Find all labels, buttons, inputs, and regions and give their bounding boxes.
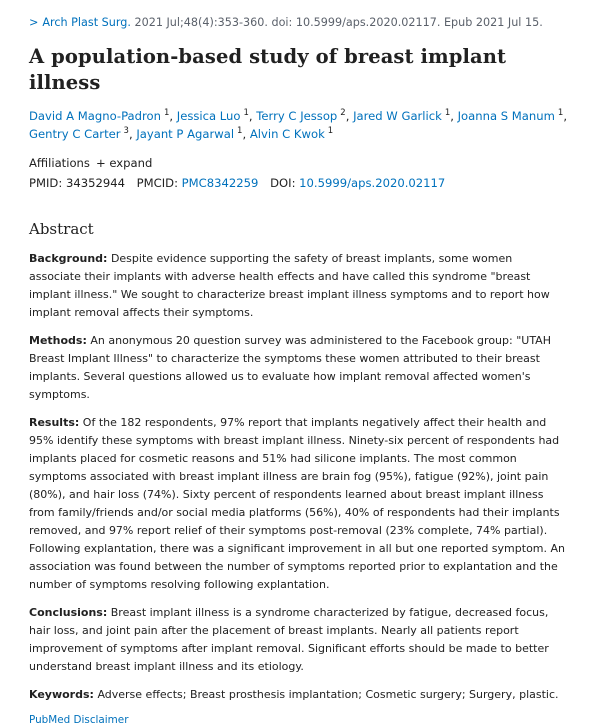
author-link[interactable]: Jessica Luo — [176, 109, 241, 123]
section-label: Methods: — [29, 334, 87, 347]
author-affiliation-number[interactable]: 3 — [123, 125, 129, 136]
journal-link[interactable]: Arch Plast Surg. — [42, 16, 131, 29]
abstract-results — [29, 414, 567, 594]
disclaimer-row — [29, 712, 567, 728]
author-link[interactable]: Jayant P Agarwal — [136, 126, 235, 141]
author-affiliation-number[interactable]: 1 — [163, 108, 170, 118]
author-link[interactable]: Jared W Garlick — [353, 109, 442, 123]
author-affiliation-number[interactable]: 1 — [243, 108, 249, 118]
author-affiliation-number[interactable]: 1 — [237, 125, 243, 136]
section-text: An anonymous 20 question survey was administered to the Facebook group: "UTAH Breast Implant Illness" to characterize the symptoms these women attributed to their breast implants. Several questions allowed us to evaluate how implant removal affected women's symptoms. — [29, 334, 551, 401]
author-separator: , — [169, 109, 177, 123]
article-title: A population-based study of breast implant illness — [29, 45, 507, 94]
author-separator: , — [450, 109, 458, 123]
keywords-text: Adverse effects; Breast prosthesis implantation; Cosmetic surgery; Surgery, plastic. — [97, 688, 559, 701]
doi-link[interactable]: 10.5999/aps.2020.02117 — [299, 176, 446, 190]
pmid-label: PMID: — [29, 176, 63, 190]
author-affiliation-number[interactable]: 1 — [557, 108, 564, 118]
abstract-methods — [29, 332, 567, 404]
abstract-conclusions — [29, 604, 567, 676]
expand-affiliations-button[interactable]: + expand — [95, 156, 153, 170]
pubmed-disclaimer-link[interactable]: PubMed Disclaimer — [29, 714, 129, 726]
author-affiliation-number[interactable]: 1 — [444, 108, 451, 118]
author-list — [29, 108, 567, 143]
section-label: Conclusions: — [29, 606, 108, 619]
author-link[interactable]: Terry C Jessop — [256, 109, 338, 123]
author-separator: , — [563, 109, 567, 123]
section-text: Breast implant illness is a syndrome characterized by fatigue, decreased focus, hair loss, and joint pain after the placement of breast implants. Nearly all patients report improvement of symptoms after implant removal. Significant efforts should be made to better understand breast implant illness and its etiology. — [29, 606, 549, 673]
affiliations-row — [29, 155, 567, 172]
author-separator: , — [248, 109, 257, 123]
pmcid-link[interactable]: PMC8342259 — [181, 176, 259, 190]
author-link[interactable]: Gentry C Carter — [29, 126, 121, 141]
abstract-keywords — [29, 686, 567, 704]
author-separator: , — [345, 109, 354, 123]
identifiers-row — [29, 175, 567, 192]
section-label: Results: — [29, 416, 80, 429]
pmcid-label: PMCID: — [136, 176, 178, 190]
section-text: Despite evidence supporting the safety of breast implants, some women associate their implants with adverse health effects and have called this syndrome "breast implant illness." We sought to characterize breast implant illness symptoms and to report how implant removal affects their symptoms. — [29, 252, 550, 319]
author-link[interactable]: David A Magno-Padron — [29, 109, 161, 123]
author-affiliation-number[interactable]: 2 — [340, 108, 346, 118]
abstract-background — [29, 250, 567, 322]
section-label: Background: — [29, 252, 108, 265]
author-link[interactable]: Alvin C Kwok — [249, 126, 325, 141]
author-link[interactable]: Joanna S Manum — [457, 109, 555, 123]
author-affiliation-number[interactable]: 1 — [327, 125, 334, 136]
pmid-value: 34352944 — [65, 176, 125, 190]
citation-line — [29, 0, 567, 31]
section-label: Keywords: — [29, 688, 94, 701]
chevron-right-icon: > — [29, 16, 39, 29]
citation-details: 2021 Jul;48(4):353-360. doi: 10.5999/aps.2020.02117. Epub 2021 Jul 15. — [134, 16, 543, 29]
author-separator: , — [242, 126, 250, 141]
abstract-heading: Abstract — [29, 220, 94, 238]
section-text: Of the 182 respondents, 97% report that implants negatively affect their health and 95% identify these symptoms with breast implant illness. Ninety-six percent of respondents had implants placed for cosmetic reasons and 51% had silicone implants. The most common symptoms associated with breast implant illness are brain fog (95%), fatigue (92%), joint pain (80%), and hair loss (74%). Sixty percent of respondents learned about breast implant illness from family/friends and/or social media platforms (56%), 40% of respondents had their implants removed, and 97% report relief of their symptoms post-removal (23% complete, 74% partial). Following explantation, there was a significant improvement in all but one reported symptom. An association was found between the number of symptoms reported prior to explantation and the number of symptoms resolving following explantation. — [29, 416, 565, 591]
affiliations-label: Affiliations — [29, 156, 90, 170]
doi-label: DOI: — [270, 176, 296, 190]
author-separator: , — [128, 126, 137, 141]
